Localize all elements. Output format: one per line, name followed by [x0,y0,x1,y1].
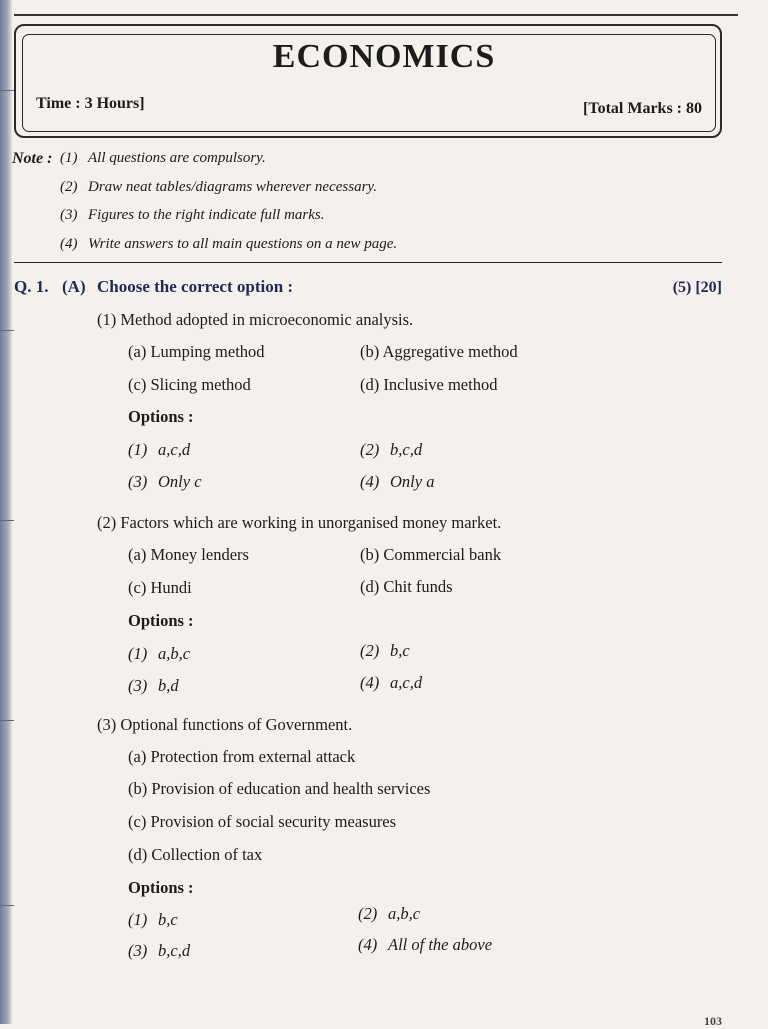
answer-option [128,440,190,460]
answer-text: All of the above [388,935,493,954]
note-number: (4) [60,236,78,252]
choice-item: (b) Provision of education and health services [128,779,431,798]
answer-number: (1) [128,910,148,929]
question-number: Q. 1. [14,277,49,296]
answer-number: (4) [358,935,378,954]
note-item [60,179,377,196]
choice-item: (b) Aggregative method [360,342,518,361]
choice-item: (a) Protection from external attack [128,747,356,766]
answer-option [128,676,179,696]
answer-text: a,c,d [390,673,423,692]
answer-text: b,c,d [390,440,423,459]
answer-option [128,472,202,492]
spine-mark [0,520,14,521]
note-text: All questions are compulsory. [88,150,266,166]
note-number: (3) [60,207,78,223]
spine-mark [0,330,14,331]
spine-mark [0,905,14,906]
answer-text: Only c [158,472,202,491]
answer-number: (2) [360,641,380,660]
note-text: Draw neat tables/diagrams wherever necessary. [88,179,377,195]
answer-number: (3) [128,676,148,695]
answer-option [128,910,178,930]
choice-item: (a) Money lenders [128,545,249,564]
options-label: Options : [128,611,194,630]
options-label: Options : [128,407,194,426]
answer-text: a,b,c [158,644,191,663]
book-spine [0,0,12,1024]
answer-text: b,c,d [158,941,191,960]
answer-text: b,d [158,676,179,695]
question-divider [14,262,722,263]
answer-text: Only a [390,472,435,491]
note-item [60,236,397,253]
answer-option [128,941,190,961]
answer-text: a,c,d [158,440,191,459]
answer-number: (2) [358,904,378,923]
note-text: Write answers to all main questions on a new page. [88,236,398,252]
answer-number: (2) [360,440,380,459]
options-label: Options : [128,878,194,897]
subquestion-stem: (2) Factors which are working in unorganised money market. [97,513,502,532]
answer-number: (3) [128,941,148,960]
choice-item: (d) Inclusive method [360,375,498,394]
choice-item: (a) Lumping method [128,342,265,361]
note-label: Note : [12,150,53,167]
question-title: Choose the correct option : [97,277,294,296]
question-marks: (5) [20] [672,279,722,296]
answer-option [128,644,190,664]
answer-option [360,440,422,460]
choice-item: (b) Commercial bank [360,545,502,564]
choice-item: (d) Collection of tax [128,845,263,864]
top-rule [14,14,738,16]
answer-number: (4) [360,472,380,491]
note-text: Figures to the right indicate full marks. [88,207,325,223]
choice-item: (c) Slicing method [128,375,251,394]
answer-text: a,b,c [388,904,421,923]
note-item [60,150,266,167]
choice-item: (d) Chit funds [360,577,453,596]
choice-item: (c) Provision of social security measures [128,812,397,831]
page-number: 103 [704,1014,722,1028]
spine-mark [0,90,14,91]
note-item [60,207,325,224]
answer-text: b,c [158,910,178,929]
answer-option [360,673,422,693]
note-number: (1) [60,150,78,166]
answer-option [360,472,434,492]
answer-option [360,641,410,661]
page-title: ECONOMICS [272,38,496,75]
answer-number: (1) [128,440,148,459]
subquestion-stem: (3) Optional functions of Government. [97,715,353,734]
question-section: (A) [62,277,86,296]
note-number: (2) [60,179,78,195]
choice-item: (c) Hundi [128,578,192,597]
subquestion-stem: (1) Method adopted in microeconomic analysis. [97,310,414,329]
answer-text: b,c [390,641,410,660]
answer-number: (1) [128,644,148,663]
time-label: Time : 3 Hours] [36,95,145,112]
spine-mark [0,720,14,721]
total-marks-label: [Total Marks : 80 [583,100,702,117]
answer-number: (3) [128,472,148,491]
answer-option [358,904,420,924]
answer-number: (4) [360,673,380,692]
answer-option [358,935,492,955]
